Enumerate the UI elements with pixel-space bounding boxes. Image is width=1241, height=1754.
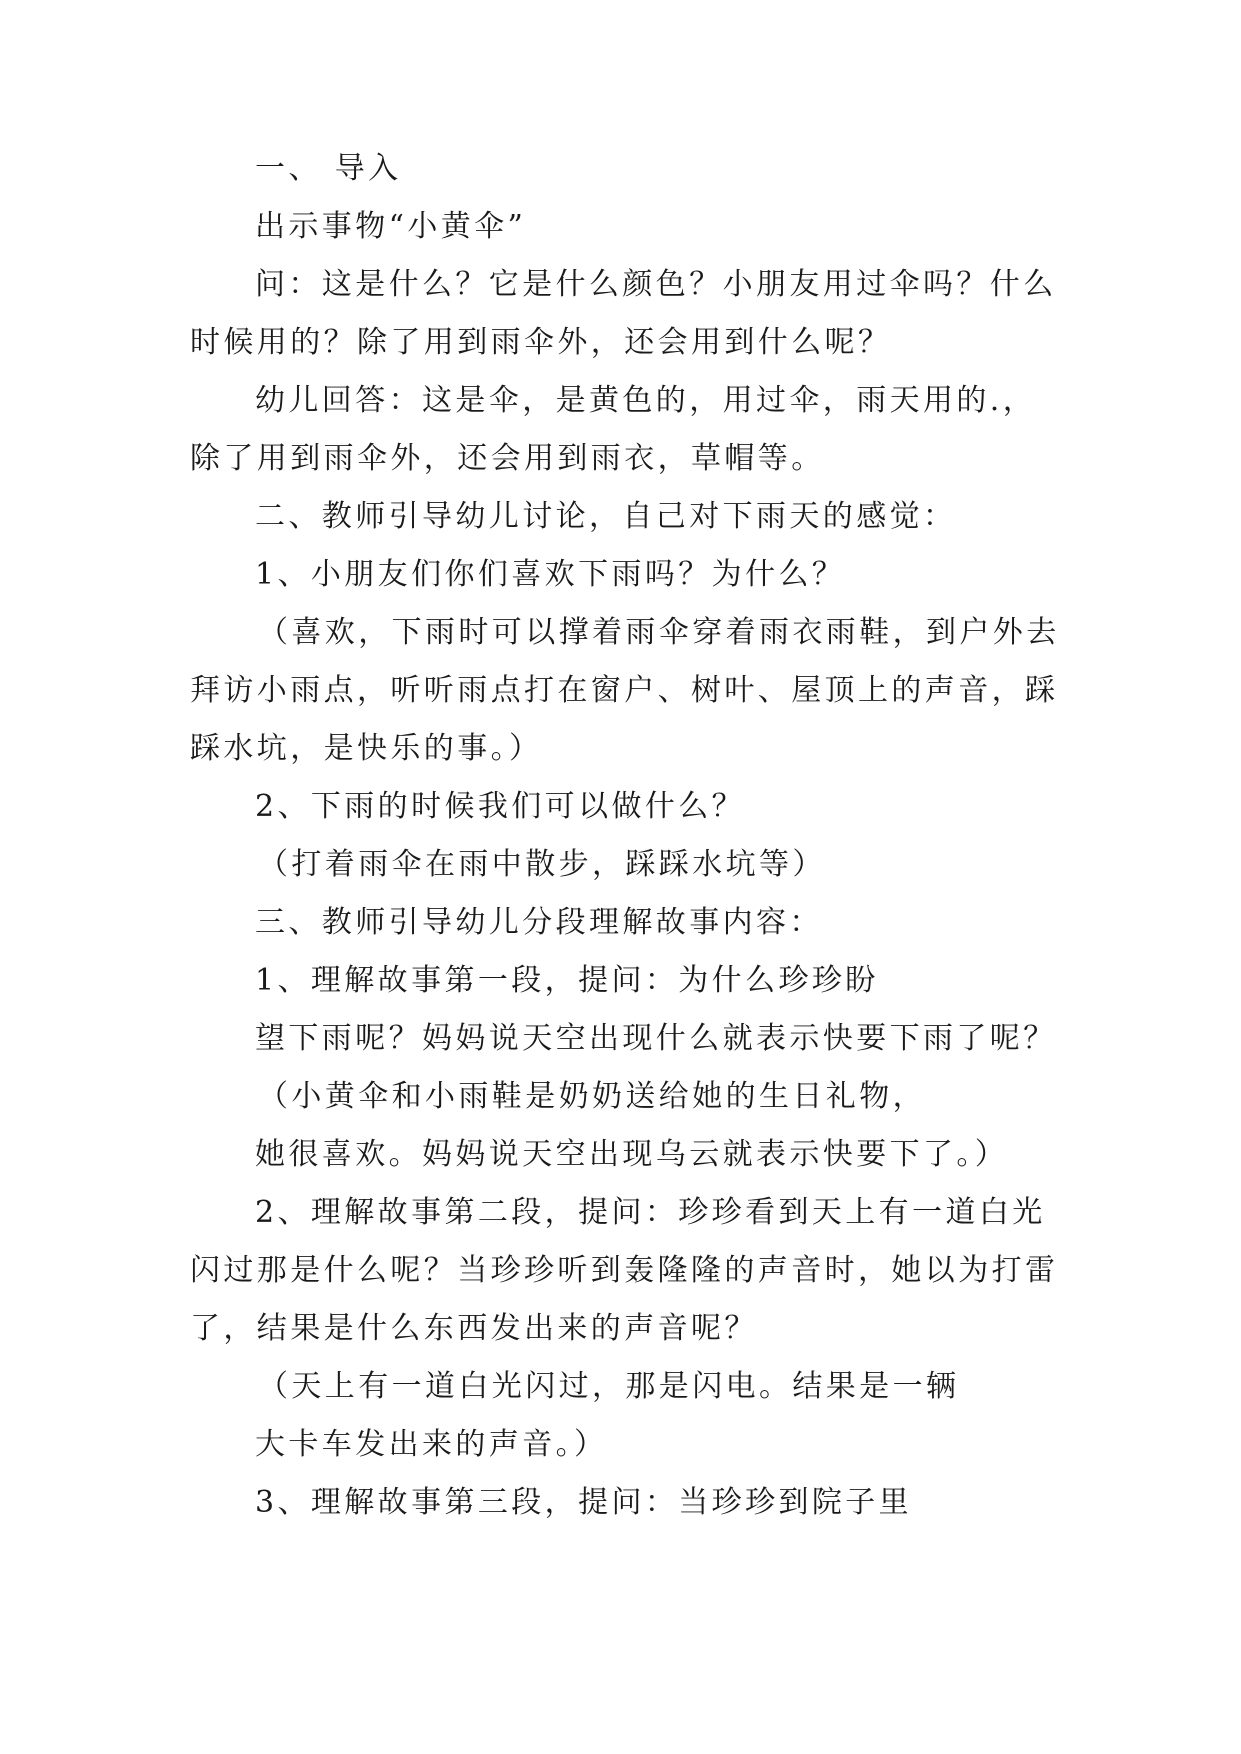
question-line: 2、理解故事第二段，提问：珍珍看到天上有一道白光 [255, 1195, 1046, 1230]
question-line: 了，结果是什么东西发出来的声音呢？ [190, 1311, 758, 1346]
question-line: 3、理解故事第三段，提问：当珍珍到院子里 [255, 1485, 913, 1520]
answer-line: （打着雨伞在雨中散步，踩踩水坑等） [258, 847, 826, 882]
question-line: 望下雨呢？妈妈说天空出现什么就表示快要下雨了呢？ [255, 1021, 1057, 1056]
section-heading-story: 三、教师引导幼儿分段理解故事内容： [255, 905, 823, 940]
paragraph-line: 出示事物“小黄伞” [255, 209, 527, 244]
paragraph-line: 幼儿回答：这是伞，是黄色的，用过伞，雨天用的.， [255, 383, 1037, 418]
question-line: 2、下雨的时候我们可以做什么？ [255, 789, 746, 824]
paragraph-line: 时候用的？除了用到雨伞外，还会用到什么呢？ [190, 325, 892, 360]
answer-line: （小黄伞和小雨鞋是奶奶送给她的生日礼物， [258, 1079, 926, 1114]
section-heading-discussion: 二、教师引导幼儿讨论，自己对下雨天的感觉： [255, 499, 957, 534]
answer-line: 大卡车发出来的声音。） [255, 1427, 608, 1462]
answer-line: （喜欢，下雨时可以撑着雨伞穿着雨衣雨鞋，到户外去 [258, 615, 1060, 650]
answer-line: 她很喜欢。妈妈说天空出现乌云就表示快要下了。） [255, 1137, 1009, 1172]
question-line: 闪过那是什么呢？当珍珍听到轰隆隆的声音时，她以为打雷 [190, 1253, 1059, 1288]
paragraph-line: 问：这是什么？它是什么颜色？小朋友用过伞吗？什么 [255, 267, 1057, 302]
answer-line: 拜访小雨点，听听雨点打在窗户、树叶、屋顶上的声音，踩 [190, 673, 1059, 708]
question-line: 1、小朋友们你们喜欢下雨吗？为什么？ [255, 557, 846, 592]
question-line: 1、理解故事第一段，提问：为什么珍珍盼 [255, 963, 879, 998]
paragraph-line: 除了用到雨伞外，还会用到雨衣，草帽等。 [190, 441, 825, 476]
section-heading-intro: 一、 导入 [255, 151, 402, 186]
answer-line: 踩水坑，是快乐的事。） [190, 731, 543, 766]
answer-line: （天上有一道白光闪过，那是闪电。结果是一辆 [258, 1369, 960, 1404]
